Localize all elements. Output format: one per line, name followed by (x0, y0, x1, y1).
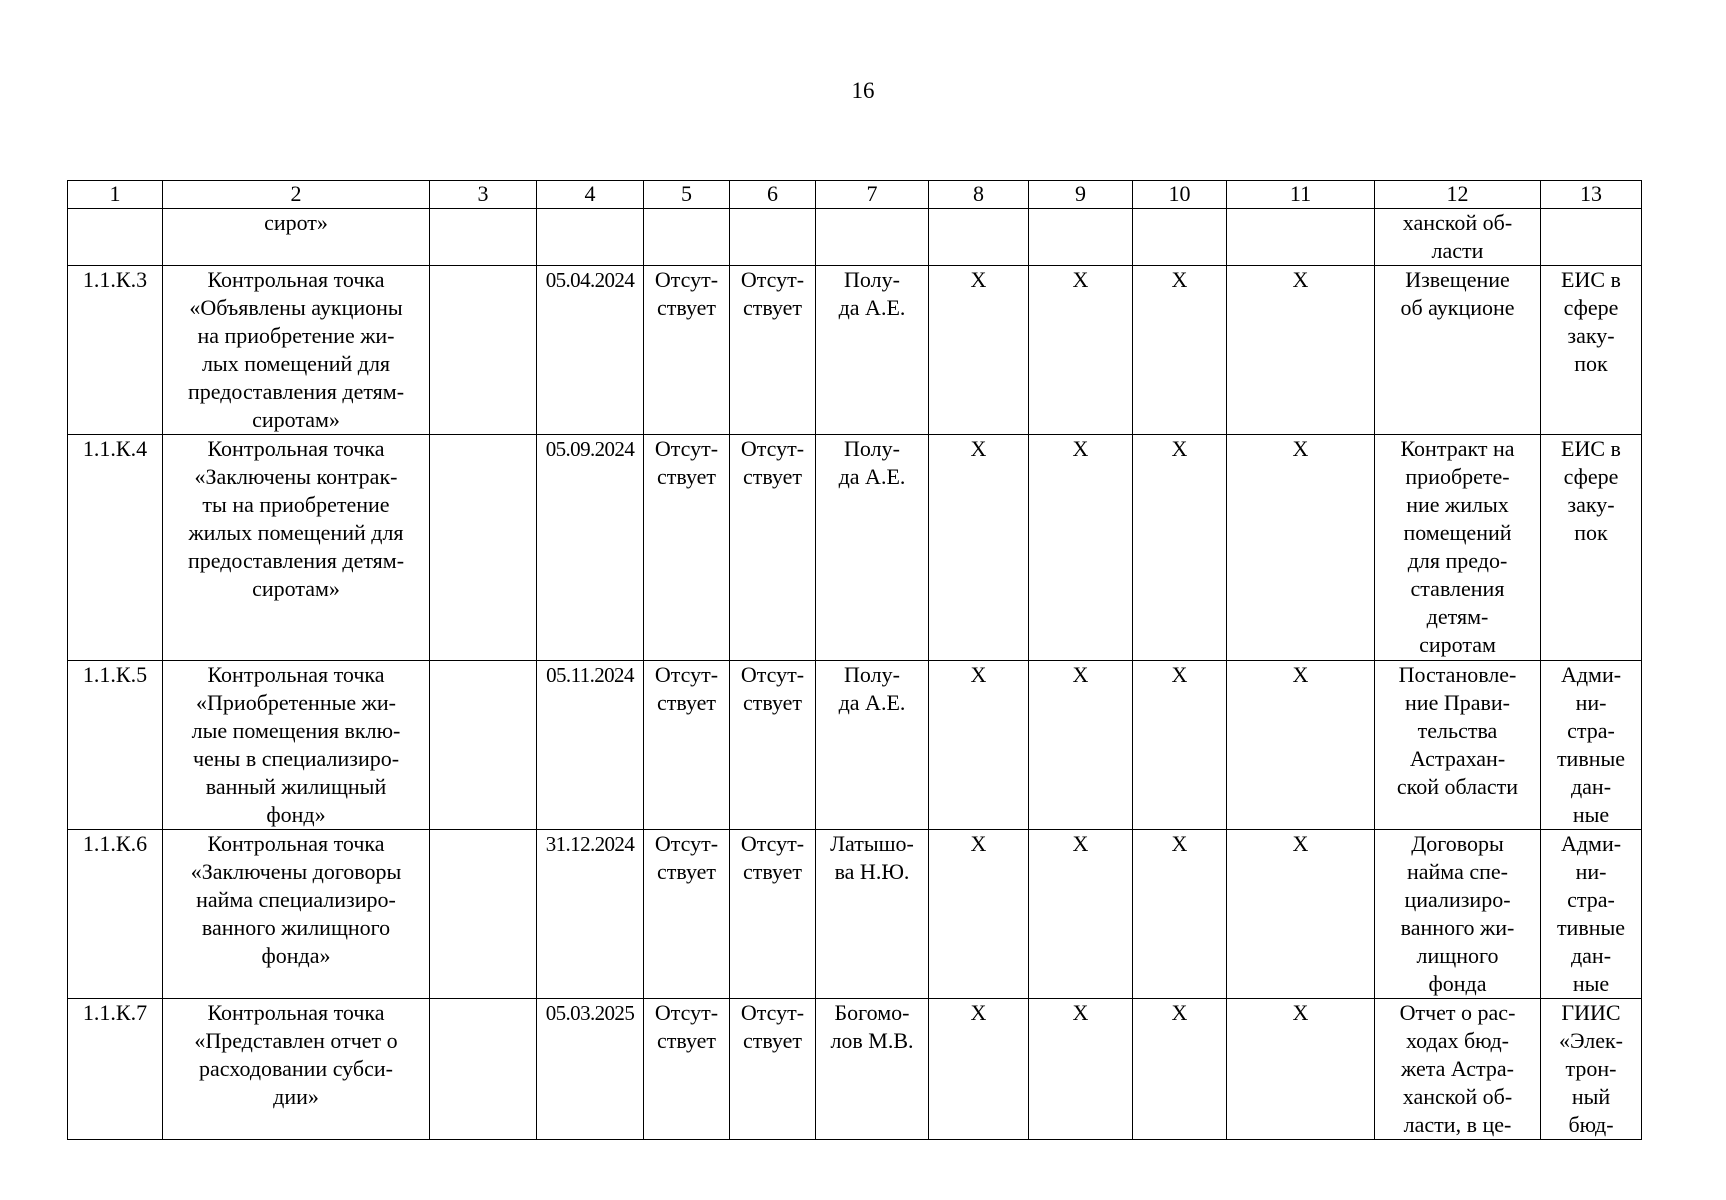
header-cell: 4 (537, 181, 644, 209)
control-point-title: Контрольная точка «Приобретенные жи- лые помещения вклю- чены в специализиро- ванный жилищный фонд» (163, 661, 430, 830)
responsible-person: Полу- да А.Е. (816, 435, 929, 661)
cell-col11 (1227, 209, 1375, 266)
header-row (68, 181, 1642, 209)
information-source: Адми- ни- стра- тивные дан- ные (1541, 661, 1642, 830)
control-points-table (67, 180, 1642, 1140)
table-row (68, 830, 1642, 999)
header-cell: 2 (163, 181, 430, 209)
cell-col5: Отсут- ствует (644, 435, 730, 661)
header-cell: 7 (816, 181, 929, 209)
cell-col9: Х (1029, 435, 1133, 661)
cell-col11: Х (1227, 661, 1375, 830)
cell-col5: Отсут- ствует (644, 999, 730, 1140)
cell-col6: Отсут- ствует (730, 661, 816, 830)
cell-col10: Х (1133, 435, 1227, 661)
cell-col8: Х (929, 999, 1029, 1140)
due-date: 05.03.2025 (537, 999, 644, 1140)
row-id (68, 209, 163, 266)
header-cell: 12 (1375, 181, 1541, 209)
cell-col3 (430, 999, 537, 1140)
cell-col5: Отсут- ствует (644, 266, 730, 435)
cell-col9: Х (1029, 661, 1133, 830)
cell-col6 (730, 209, 816, 266)
cell-col11: Х (1227, 435, 1375, 661)
cell-col10: Х (1133, 661, 1227, 830)
cell-col5: Отсут- ствует (644, 830, 730, 999)
control-point-title: Контрольная точка «Заключены договоры найма специализиро- ванного жилищного фонда» (163, 830, 430, 999)
header-cell: 10 (1133, 181, 1227, 209)
header-cell: 8 (929, 181, 1029, 209)
cell-col10: Х (1133, 830, 1227, 999)
result-document: ханской об- ласти (1375, 209, 1541, 266)
information-source: ГИИС «Элек- трон- ный бюд- (1541, 999, 1642, 1140)
control-point-title: Контрольная точка «Представлен отчет о расходовании субси- дии» (163, 999, 430, 1140)
cell-col8 (929, 209, 1029, 266)
information-source (1541, 209, 1642, 266)
cell-col11: Х (1227, 830, 1375, 999)
due-date: 31.12.2024 (537, 830, 644, 999)
table-row (68, 435, 1642, 661)
cell-col9: Х (1029, 999, 1133, 1140)
control-point-title: Контрольная точка «Объявлены аукционы на приобретение жи- лых помещений для предоставления детям- сиротам» (163, 266, 430, 435)
control-point-title: Контрольная точка «Заключены контрак- ты на приобретение жилых помещений для предоставления детям- сиротам» (163, 435, 430, 661)
due-date: 05.11.2024 (537, 661, 644, 830)
header-cell: 1 (68, 181, 163, 209)
cell-col9 (1029, 209, 1133, 266)
cell-col3 (430, 435, 537, 661)
due-date: 05.09.2024 (537, 435, 644, 661)
information-source: ЕИС в сфере заку- пок (1541, 435, 1642, 661)
control-point-title: сирот» (163, 209, 430, 266)
cell-col8: Х (929, 435, 1029, 661)
page-number: 16 (851, 78, 875, 103)
cell-col8: Х (929, 266, 1029, 435)
cell-col6: Отсут- ствует (730, 435, 816, 661)
row-id: 1.1.К.4 (68, 435, 163, 661)
row-id: 1.1.К.5 (68, 661, 163, 830)
cell-col3 (430, 266, 537, 435)
table-row (68, 999, 1642, 1140)
result-document: Договоры найма спе- циализиро- ванного жи- лищного фонда (1375, 830, 1541, 999)
information-source: Адми- ни- стра- тивные дан- ные (1541, 830, 1642, 999)
header-cell: 5 (644, 181, 730, 209)
result-document: Отчет о рас- ходах бюд- жета Астра- ханской об- ласти, в це- (1375, 999, 1541, 1140)
cell-col11: Х (1227, 999, 1375, 1140)
cell-col5 (644, 209, 730, 266)
due-date: 05.04.2024 (537, 266, 644, 435)
result-document: Постановле- ние Прави- тельства Астрахан- ской области (1375, 661, 1541, 830)
header-cell: 3 (430, 181, 537, 209)
responsible-person: Полу- да А.Е. (816, 266, 929, 435)
responsible-person: Богомо- лов М.В. (816, 999, 929, 1140)
row-id: 1.1.К.3 (68, 266, 163, 435)
cell-col3 (430, 661, 537, 830)
header-cell: 11 (1227, 181, 1375, 209)
header-cell: 9 (1029, 181, 1133, 209)
cell-col3 (430, 209, 537, 266)
cell-col11: Х (1227, 266, 1375, 435)
responsible-person: Полу- да А.Е. (816, 661, 929, 830)
row-id: 1.1.К.6 (68, 830, 163, 999)
cell-col10: Х (1133, 266, 1227, 435)
responsible-person: Латышо- ва Н.Ю. (816, 830, 929, 999)
header-cell: 13 (1541, 181, 1642, 209)
cell-col10: Х (1133, 999, 1227, 1140)
result-document: Извещение об аукционе (1375, 266, 1541, 435)
cell-col8: Х (929, 830, 1029, 999)
cell-col6: Отсут- ствует (730, 266, 816, 435)
cell-col3 (430, 830, 537, 999)
cell-col6: Отсут- ствует (730, 999, 816, 1140)
row-id: 1.1.К.7 (68, 999, 163, 1140)
result-document: Контракт на приобрете- ние жилых помещений для предо- ставления детям- сиротам (1375, 435, 1541, 661)
cell-col9: Х (1029, 266, 1133, 435)
cell-col8: Х (929, 661, 1029, 830)
due-date (537, 209, 644, 266)
cell-col10 (1133, 209, 1227, 266)
table-row (68, 209, 1642, 266)
cell-col5: Отсут- ствует (644, 661, 730, 830)
table-row (68, 266, 1642, 435)
cell-col6: Отсут- ствует (730, 830, 816, 999)
responsible-person (816, 209, 929, 266)
table-row (68, 661, 1642, 830)
cell-col9: Х (1029, 830, 1133, 999)
header-cell: 6 (730, 181, 816, 209)
information-source: ЕИС в сфере заку- пок (1541, 266, 1642, 435)
